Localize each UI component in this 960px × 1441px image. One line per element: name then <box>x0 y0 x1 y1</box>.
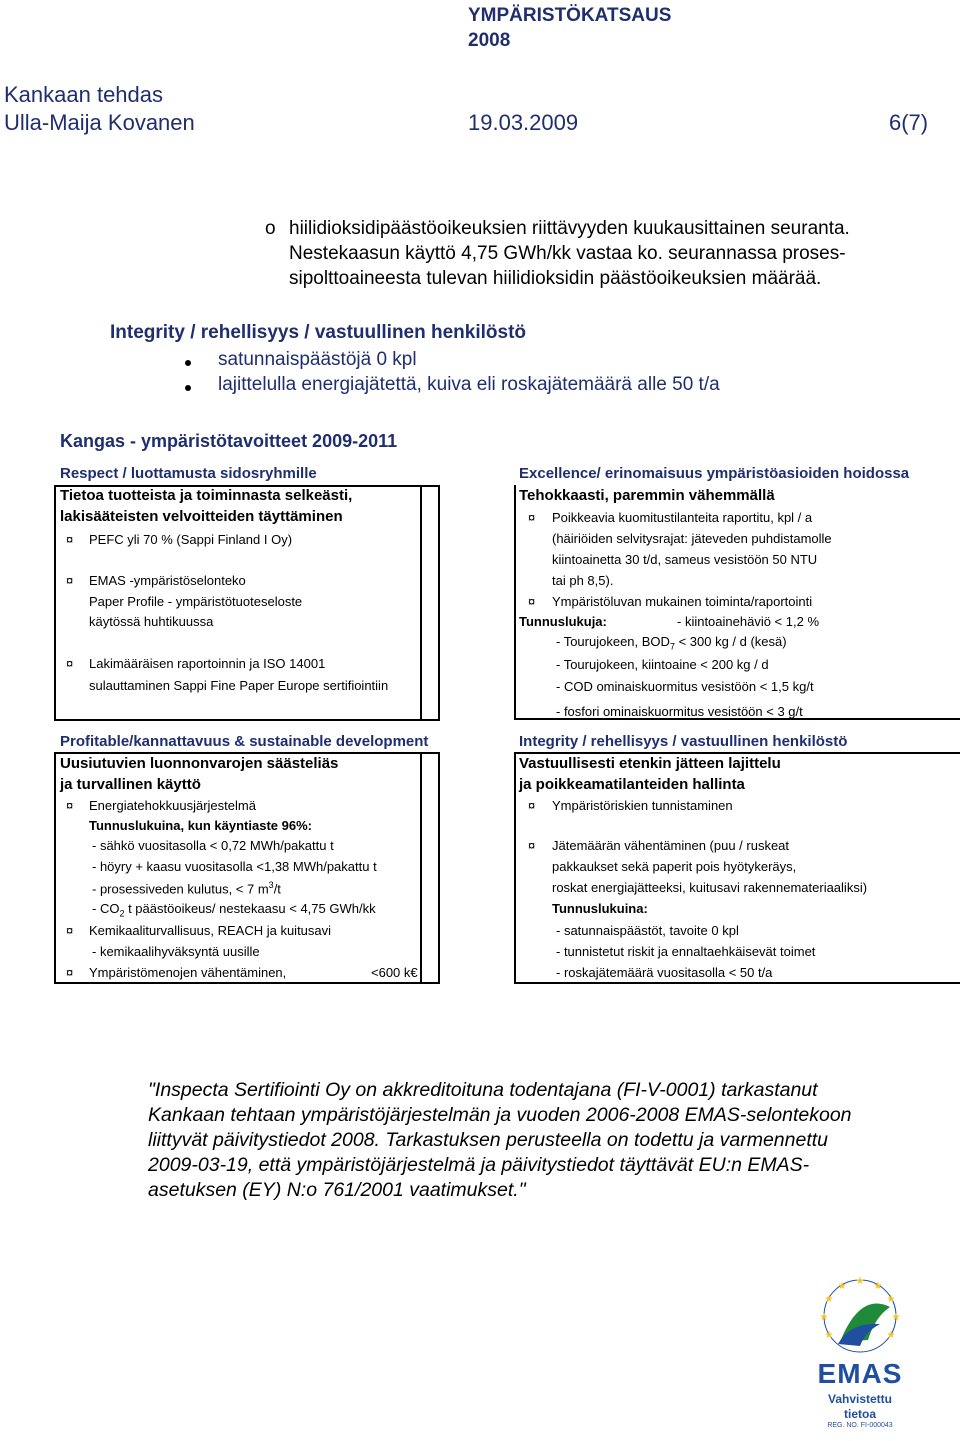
profitable-box-inner-border <box>420 754 422 982</box>
profitable-sub-2: ja turvallinen käyttö <box>60 776 201 793</box>
excellence-sub-1: Tehokkaasti, paremmin vähemmällä <box>519 487 775 504</box>
author-name: Ulla-Maija Kovanen <box>4 110 195 135</box>
excellence-kpi-2: - Tourujokeen, $BOD_7 < 300$ kg / d (kesä) <box>556 634 787 652</box>
intro-line-2: Nestekaasun käyttö 4,75 GWh/kk vastaa ko. seurannassa proses- <box>289 243 846 264</box>
profitable-line-9-value: <600 k€ <box>371 965 418 980</box>
intro-line-3: sipolttoaineesta tulevan hiilidioksidin päästöoikeuksien määrää. <box>289 268 822 289</box>
svg-text:★: ★ <box>819 1312 829 1323</box>
respect-line-4: käytössä huhtikuussa <box>89 614 214 629</box>
excellence-box-left-border <box>514 485 516 720</box>
currency-marker-icon: ¤ <box>528 510 536 525</box>
quote-line-5: asetuksen (EY) N:o 761/2001 vaatimukset." <box>148 1179 526 1201</box>
integrity2-sub-1: Vastuullisesti etenkin jätteen lajittelu <box>519 755 781 772</box>
emas-caption-2: tietoa <box>843 1407 876 1421</box>
currency-marker-icon: ¤ <box>66 798 74 813</box>
bullet-dot-icon <box>185 385 191 391</box>
quote-line-4: 2009-03-19, että ympäristöjärjestelmä ja päivitystiedot täyttävät EU:n EMAS- <box>148 1154 810 1176</box>
profitable-line-9: Ympäristömenojen vähentäminen, <box>89 965 287 980</box>
excellence-line-2: (häiriöiden selvitysrajat: jäteveden puhdistamolle <box>552 531 832 546</box>
emas-caption-1: Vahvistettu <box>827 1392 893 1406</box>
currency-marker-icon: ¤ <box>66 656 74 671</box>
svg-text:★: ★ <box>873 1281 883 1292</box>
svg-text:★: ★ <box>824 1330 834 1341</box>
intro-bullet-marker: o <box>265 218 276 239</box>
emas-emblem-icon <box>780 1262 940 1362</box>
svg-text:★: ★ <box>886 1330 896 1341</box>
goals-title: Kangas - ympäristötavoitteet 2009-2011 <box>60 431 398 451</box>
integrity-item-2: lajittelulla energiajätettä, kuiva eli roskajätemäärä alle 50 t/a <box>218 374 720 395</box>
currency-marker-icon: ¤ <box>66 923 74 938</box>
integrity-item-1: satunnaispäästöjä 0 kpl <box>218 349 417 370</box>
integrity-heading: Integrity / rehellisyys / vastuullinen henkilöstö <box>110 322 527 343</box>
excellence-kpi-3: - Tourujokeen, kiintoaine < 200 kg / d <box>556 657 769 672</box>
emas-reg-number: REG. NO. FI-000043 <box>827 1422 893 1429</box>
currency-marker-icon: ¤ <box>66 965 74 980</box>
integrity2-line-5: Tunnuslukuina: <box>552 901 648 916</box>
report-year: 2008 <box>468 30 511 51</box>
integrity2-line-6: - satunnaispäästöt, tavoite 0 kpl <box>556 923 739 938</box>
report-title: YMPÄRISTÖKATSAUS <box>468 5 672 26</box>
excellence-heading: Excellence/ erinomaisuus ympäristöasioiden hoidossa <box>519 465 910 482</box>
svg-text:★: ★ <box>837 1281 847 1292</box>
integrity2-line-1: Ympäristöriskien tunnistaminen <box>552 798 733 813</box>
excellence-kpi-label: Tunnuslukuja: <box>519 614 607 629</box>
quote-line-2: Kankaan tehtaan ympäristöjärjestelmän ja vuoden 2006-2008 EMAS-selontekoon <box>148 1104 852 1126</box>
svg-text:★: ★ <box>855 1276 865 1287</box>
profitable-sub-1: Uusiutuvien luonnonvarojen säästeliäs <box>60 755 339 772</box>
currency-marker-icon: ¤ <box>528 798 536 813</box>
respect-sub-1: Tietoa tuotteista ja toiminnasta selkeästi, <box>60 487 353 504</box>
respect-line-2: EMAS -ympäristöselonteko <box>89 573 246 588</box>
bullet-dot-icon <box>185 360 191 366</box>
integrity2-line-2: Jätemäärän vähentäminen (puu / ruskeat <box>552 838 790 853</box>
respect-box-inner-border <box>420 487 422 719</box>
svg-text:★: ★ <box>824 1294 834 1305</box>
respect-line-6: sulauttaminen Sappi Fine Paper Europe sertifiointiin <box>89 678 389 693</box>
intro-line-1: hiilidioksidipäästöoikeuksien riittävyyden kuukausittainen seuranta. <box>289 218 850 239</box>
integrity2-line-7: - tunnistetut riskit ja ennaltaehkäisevät toimet <box>556 944 816 959</box>
integrity2-heading: Integrity / rehellisyys / vastuullinen henkilöstö <box>519 733 848 750</box>
respect-line-1: PEFC yli 70 % (Sappi Finland I Oy) <box>89 532 293 547</box>
profitable-line-6: - $CO_2$ t päästöoikeus/ nestekaasu < 4,75 GWh/kk <box>92 901 376 919</box>
excellence-line-3: kiintoainetta 30 t/d, sameus vesistöön 50 NTU <box>552 552 818 567</box>
svg-text:★: ★ <box>891 1312 901 1323</box>
currency-marker-icon: ¤ <box>528 594 536 609</box>
profitable-line-3: - sähkö vuositasolla < 0,72 MWh/pakattu t <box>92 838 334 853</box>
integrity2-line-8: - roskajätemäärä vuositasolla < 50 t/a <box>556 965 773 980</box>
emas-logo <box>780 1262 940 1432</box>
respect-heading: Respect / luottamusta sidosryhmille <box>60 465 317 482</box>
profitable-line-5: - prosessiveden kulutus, < 7 $m^3/t$ <box>92 880 281 897</box>
profitable-line-4: - höyry + kaasu vuositasolla <1,38 MWh/pakattu t <box>92 859 377 874</box>
excellence-kpi-4: - COD ominaiskuormitus vesistöön < 1,5 kg/t <box>556 679 814 694</box>
quote-line-3: liittyvät päivitystiedot 2008. Tarkastuksen perusteella on todettu ja varmennettu <box>148 1129 829 1151</box>
respect-line-5: Lakimääräisen raportoinnin ja ISO 14001 <box>89 656 326 671</box>
integrity2-line-4: roskat energiajätteeksi, kuitusavi rakennemateriaaliksi) <box>552 880 868 895</box>
profitable-line-7: Kemikaaliturvallisuus, REACH ja kuitusavi <box>89 923 332 938</box>
currency-marker-icon: ¤ <box>528 838 536 853</box>
currency-marker-icon: ¤ <box>66 532 74 547</box>
currency-marker-icon: ¤ <box>66 573 74 588</box>
integrity2-sub-2: ja poikkeamatilanteiden hallinta <box>519 776 745 793</box>
excellence-kpi-1: - kiintoainehäviö < 1,2 % <box>677 614 820 629</box>
profitable-line-8: - kemikaalihyväksyntä uusille <box>92 944 260 959</box>
profitable-line-2: Tunnuslukuina, kun käyntiaste 96%: <box>89 818 312 833</box>
profitable-heading: Profitable/kannattavuus & sustainable development <box>60 733 429 750</box>
respect-sub-2: lakisääteisten velvoitteiden täyttäminen <box>60 508 343 525</box>
page-number: 6(7) <box>889 110 929 135</box>
report-date: 19.03.2009 <box>468 110 579 135</box>
svg-text:★: ★ <box>886 1294 896 1305</box>
emas-wordmark: EMAS <box>817 1358 903 1389</box>
profitable-line-1: Energiatehokkuusjärjestelmä <box>89 798 256 813</box>
company-name: Kankaan tehdas <box>4 82 164 107</box>
excellence-line-5: Ympäristöluvan mukainen toiminta/raportointi <box>552 594 813 609</box>
excellence-kpi-5: - fosfori ominaiskuormitus vesistöön < 3 g/t <box>556 704 803 719</box>
excellence-line-4: tai ph 8,5). <box>552 573 614 588</box>
certification-quote <box>148 1078 948 1203</box>
integrity2-line-3: pakkaukset sekä paperit pois hyötykeräys, <box>552 859 797 874</box>
excellence-line-1: Poikkeavia kuomitustilanteita raportitu, kpl / a <box>552 510 813 525</box>
quote-line-1: "Inspecta Sertifiointi Oy on akkreditoituna todentajana (FI-V-0001) tarkastanut <box>148 1079 818 1101</box>
respect-line-3: Paper Profile - ympäristötuoteseloste <box>89 594 303 609</box>
